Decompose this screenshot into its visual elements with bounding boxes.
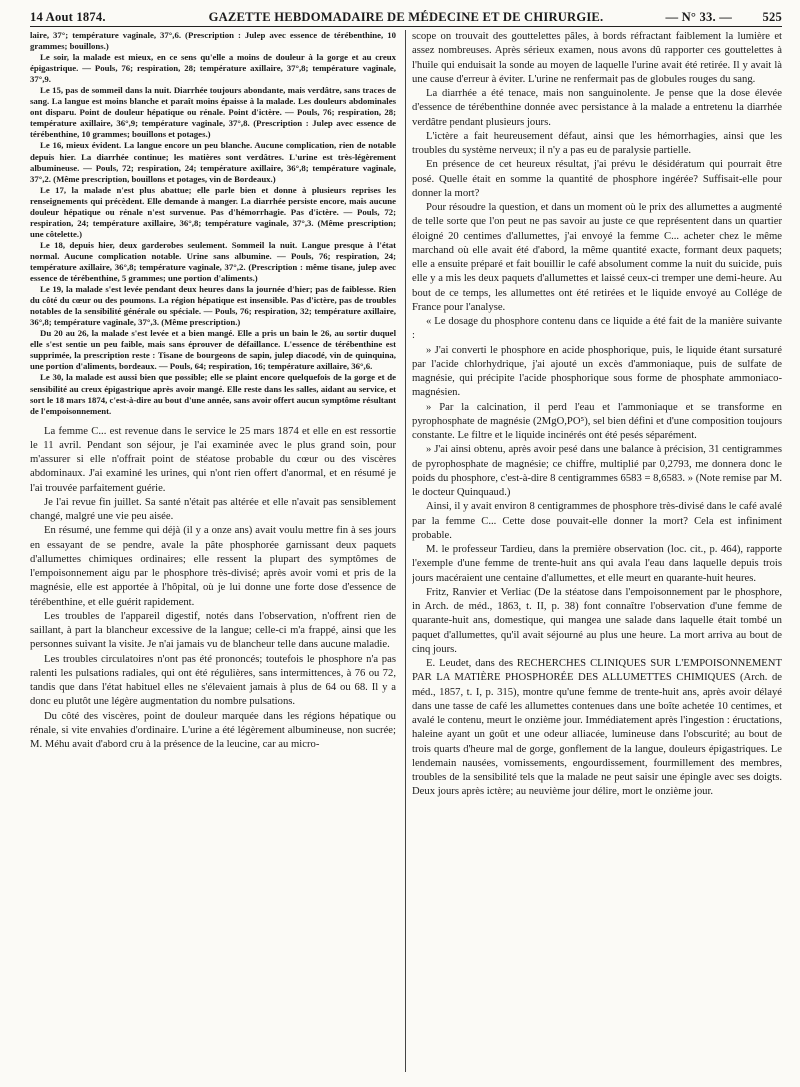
case-note-paragraph: Le 30, la malade est aussi bien que possible; elle se plaint encore quelquefois de la gorge et de sensibilité au creux épigastrique après avoir mangé. Elle reste dans les salles, aidant au service, et sort le 18 mars 1874, c'est-à-dire au bout d'une année, sans avoir offert aucun symptôme résultant de l'empoisonnement.: [30, 372, 396, 416]
quoted-analysis: » J'ai converti le phosphore en acide phosphorique, puis, le liquide étant sursaturé par l'acide chlorhydrique, j'ai ajouté un excès d'ammoniaque, puis de sulfate de magnésie, qui précipite l'acide phosphorique sous forme de phosphate ammoniaco-magnésien.: [412, 344, 782, 399]
case-note-paragraph: Le 17, la malade n'est plus abattue; elle parle bien et donne à plusieurs reprises les renseignements qui précèdent. Elle demande à manger. La diarrhée persiste encore, mais aucune douleur hépatique ou rénale n'est survenue. Pas d'hémorrhagie. Pas d'ictère. — Pouls, 72; respiration, 24; température axillaire, 36°,8; température vaginale, 37°,3. (Même prescription; une côtelette.): [30, 184, 396, 239]
body-paragraph: Pour résoudre la question, et dans un moment où le prix des allumettes a augmenté de telle sorte que l'on peut ne pas savoir au juste ce que représentent dans un quartier éloigné 20 centimes d'allumettes, j'ai envoyé la femme C... acheter chez le même marchand où elle avait été d'abord, la même quantité exacte, formant deux paquets; elle a ensuite préparé et fait bouillir le café absolument comme la nuit du suicide, puis elle y a mis les deux paquets d'allumettes et laissé ceux-ci tremper une demi-heure. Au bout de ce temps, les allumettes ont été retirées et le liquide envoyé au Collége de France pour l'analyse.: [412, 202, 782, 313]
quoted-analysis: « Le dosage du phosphore contenu dans ce liquide a été fait de la manière suivante :: [412, 316, 782, 342]
page-number: 525: [762, 10, 782, 24]
body-paragraph: Les troubles circulatoires n'ont pas été prononcés; toutefois le phosphore n'a pas ralenti les pulsations radiales, qui ont été régulières, sans intermittences, à 76 ou 72, tandis que dans l'état habituel elles ne s'élevaient jamais à plus de 64 ou 68. Il y a donc eu plutôt une légère augmentation du nombre pulsations.: [30, 653, 396, 708]
body-paragraph: scope on trouvait des gouttelettes pâles, à bords réfractant faiblement la lumière et assez nombreuses. Après sérieux examen, nous avons dû rapporter ces gouttelettes à l'huile qui enduisait la sonde au moyen de laquelle l'urine avait été retirée. Il y avait là une cause d'erreur à éviter. L'urine ne renfermait pas de globules rouges du sang.: [412, 31, 782, 85]
header-rule: [30, 26, 782, 27]
issue-number: — N° 33. —: [665, 10, 732, 24]
body-paragraph: Fritz, Ranvier et Verliac (De la stéatose dans l'empoisonnement par le phosphore, in Arch. de méd., 1863, t. II, p. 38) font connaître l'observation d'une femme de quarante-huit ans, domestique, qui mangea une salade dans laquelle était tombé un paquet d'allumettes, qu'il avait séjourné au plus une heure. La mort arriva au bout de cinq jours.: [412, 586, 782, 655]
body-paragraph: M. le professeur Tardieu, dans la première observation (loc. cit., p. 464), rapporte l'exemple d'une femme de trente-huit ans qui avala l'eau dans laquelle depuis trois jours macéraient une centaine d'allumettes, et elle meurt en quarante-huit heures.: [412, 544, 782, 584]
body-paragraph: L'ictère a fait heureusement défaut, ainsi que les hémorrhagies, ainsi que les troubles du système nerveux; il n'y a pas eu de paralysie partielle.: [412, 130, 782, 156]
commentary: [30, 425, 396, 753]
case-note-paragraph: Le 19, la malade s'est levée pendant deux heures dans la journée d'hier; pas de faiblesse. Rien du côté du cœur ou des poumons. La région hépatique est insensible. Pas d'ictère, pas de troubles notables de la sensibilité générale ou spéciale. — Pouls, 76; respiration, 32; température axillaire, 36°,8; température vaginale, 37°,3. (Même prescription.): [30, 284, 396, 328]
case-note-paragraph: laire, 37°; température vaginale, 37°,6. (Prescription : Julep avec essence de térébenthine, 10 grammes; bouillons.): [30, 30, 396, 52]
case-note-paragraph: Le 18, depuis hier, deux garderobes seulement. Sommeil la nuit. Langue presque à l'état normal. Aucune complication notable. Urine sans albumine. — Pouls, 76; respiration, 24; température axillaire, 36°,8; température vaginale, 37°,2. (Prescription : même tisane, julep avec essence de térébenthine, 5 grammes; une portion d'aliments.): [30, 239, 396, 284]
left-column: [30, 30, 396, 1080]
case-note-paragraph: Le 16, mieux évident. La langue encore un peu blanche. Aucune complication, rien de notable depuis hier. La diarrhée continue; les matières sont verdâtres. L'urine est très-légèrement albumineuse. — Pouls, 72; respiration, 24; température axillaire, 36°,8; température vaginale, 37°,2. (Même prescription, bouillons et potages, vin de Bordeaux.): [30, 140, 396, 184]
body-paragraph: Les troubles de l'appareil digestif, notés dans l'observation, n'offrent rien de saillant, à part la blancheur excessive de la langue; celle-ci m'a frappé, ainsi que les personnes suivant la visite. Je n'ai jamais vu de blancheur telle dans aucune maladie.: [30, 610, 396, 651]
body-paragraph: En présence de cet heureux résultat, j'ai prévu le désidératum qui pourrait être posé. Quelle était en somme la quantité de phosphore ingérée? Suffisait-elle pour donner la mort?: [412, 159, 782, 199]
body-paragraph: La diarrhée a été tenace, mais non sanguinolente. Je pense que la dose élevée d'essence de térébenthine donnée avec persistance à la malade a entretenu la diarrhée verdâtre pendant plusieurs jours.: [412, 88, 782, 128]
quoted-analysis: » Par la calcination, il perd l'eau et l'ammoniaque et se transforme en pyrophosphate de magnésie (2MgO,PO⁵), sel bien défini et d'une composition toujours constante. Le filtre et le liquide incinérés ont été pesés séparément.: [412, 401, 782, 441]
body-paragraph: Ainsi, il y avait environ 8 centigrammes de phosphore très-divisé dans le café avalé par la femme C... Cette dose pouvait-elle donner la mort? Cela est infiniment probable.: [412, 501, 782, 541]
commentary-continued: [412, 30, 782, 800]
case-note-paragraph: Le soir, la malade est mieux, en ce sens qu'elle a moins de douleur à la gorge et au creux épigastrique. — Pouls, 76; respiration, 28; température axillaire, 37°,8; température vaginale, 37°,9.: [30, 52, 396, 85]
right-column: [412, 30, 782, 1080]
case-note-paragraph: Le 15, pas de sommeil dans la nuit. Diarrhée toujours abondante, mais verdâtre, sans traces de sang. La langue est moins blanche et paraît moins épaisse à la malade. Les douleurs abdominales ont disparu. Point de douleur hépatique ou rénale. Point d'ictère. — Pouls, 76; respiration, 28; température axillaire, 36°,9; température vaginale, 37°,8. (Prescription : Julep avec essence de térébenthine, 10 grammes; bouillons et potages.): [30, 85, 396, 140]
body-paragraph: En résumé, une femme qui déjà (il y a onze ans) avait voulu mettre fin à ses jours en essayant de se pendre, avale la pâte phosphorée garnissant deux paquets d'allumettes chimiques ordinaires; elle ressent la plupart des symptômes de l'empoisonnement aigu par le phosphore très-divisé; après avoir vomi et pris de la magnésie, elle est apportée à l'hôpital, où je lui donne une forte dose d'essence de térébenthine, et elle guérit rapidement.: [30, 525, 396, 608]
header-date: 14 Aout 1874.: [30, 10, 106, 24]
journal-title: GAZETTE HEBDOMADAIRE DE MÉDECINE ET DE CHIRURGIE.: [208, 10, 604, 24]
body-paragraph: La femme C... est revenue dans le service le 25 mars 1874 et elle en est ressortie le 11 avril. Pendant son séjour, je l'ai examinée avec le plus grand soin, pour m'assurer si elle n'offrait point de stéatose probable du cœur ou des viscères abdominaux. J'ai examiné les urines, qui n'ont rien offert d'anormal, et en résumé je l'ai trouvée parfaitement guérie.: [30, 425, 396, 494]
running-header: [30, 6, 782, 28]
quoted-analysis: » J'ai ainsi obtenu, après avoir pesé dans une balance à précision, 31 centigrammes de pyrophosphate de magnésie; ce chiffre, multiplié par 0,2793, me donnera donc le poids du phosphore, c'est-à-dire 8 centigrammes 6583 = 8,6583. » (Note remise par M. le docteur Quinquaud.): [412, 444, 782, 498]
body-paragraph: Je l'ai revue fin juillet. Sa santé n'était pas altérée et elle n'avait pas sensiblement changé, malgré une vie peu aisée.: [30, 496, 396, 523]
case-note-paragraph: Du 20 au 26, la malade s'est levée et a bien mangé. Elle a pris un bain le 26, au sortir duquel elle s'est sentie un peu faible, mais sans éprouver de défaillance. L'essence de térébenthine est supprimée, la prescription reste : Tisane de bourgeons de sapin, julep diacodé, vin de quinquina, une portion d'aliments, bordeaux. — Pouls, 64; respiration, 16; température axillaire, 36°,6.: [30, 328, 396, 372]
case-notes: [30, 30, 396, 417]
body-paragraph: E. Leudet, dans des RECHERCHES CLINIQUES SUR L'EMPOISONNEMENT PAR LA MATIÈRE PHOSPHORÉE DES ALLUMETTES CHIMIQUES (Arch. de méd., 1857, t. I, p. 315), montre qu'une femme de trente-huit ans, après avoir délayé dans une tasse de café les allumettes contenues dans une boîte achetée 10 centimes, et avalé le contenu, meurt le onzième jour. Immédiatement après l'ingestion : éructations, haleine ayant un goût et une odeur alliacée, lumineuse dans l'obscurité; au bout de trois quarts d'heure mal de gorge, gonflement de la langue, douleurs épigastriques. Le lendemain nausées, vomissements, engourdissement, fourmillement des membres, troubles de la sensibilité tels que la malade ne peut saisir une épingle avec ses doigts. Deux jours après ictère; au neuvième jour délire, mort le onzième jour.: [412, 658, 782, 798]
body-paragraph: Du côté des viscères, point de douleur marquée dans les régions hépatique ou rénale, si vite envahies d'ordinaire. L'urine a été légèrement albumineuse, non sucrée; M. Méhu avait d'abord cru à la présence de la leucine, car au micro-: [30, 710, 396, 751]
column-rule: [405, 30, 406, 1072]
